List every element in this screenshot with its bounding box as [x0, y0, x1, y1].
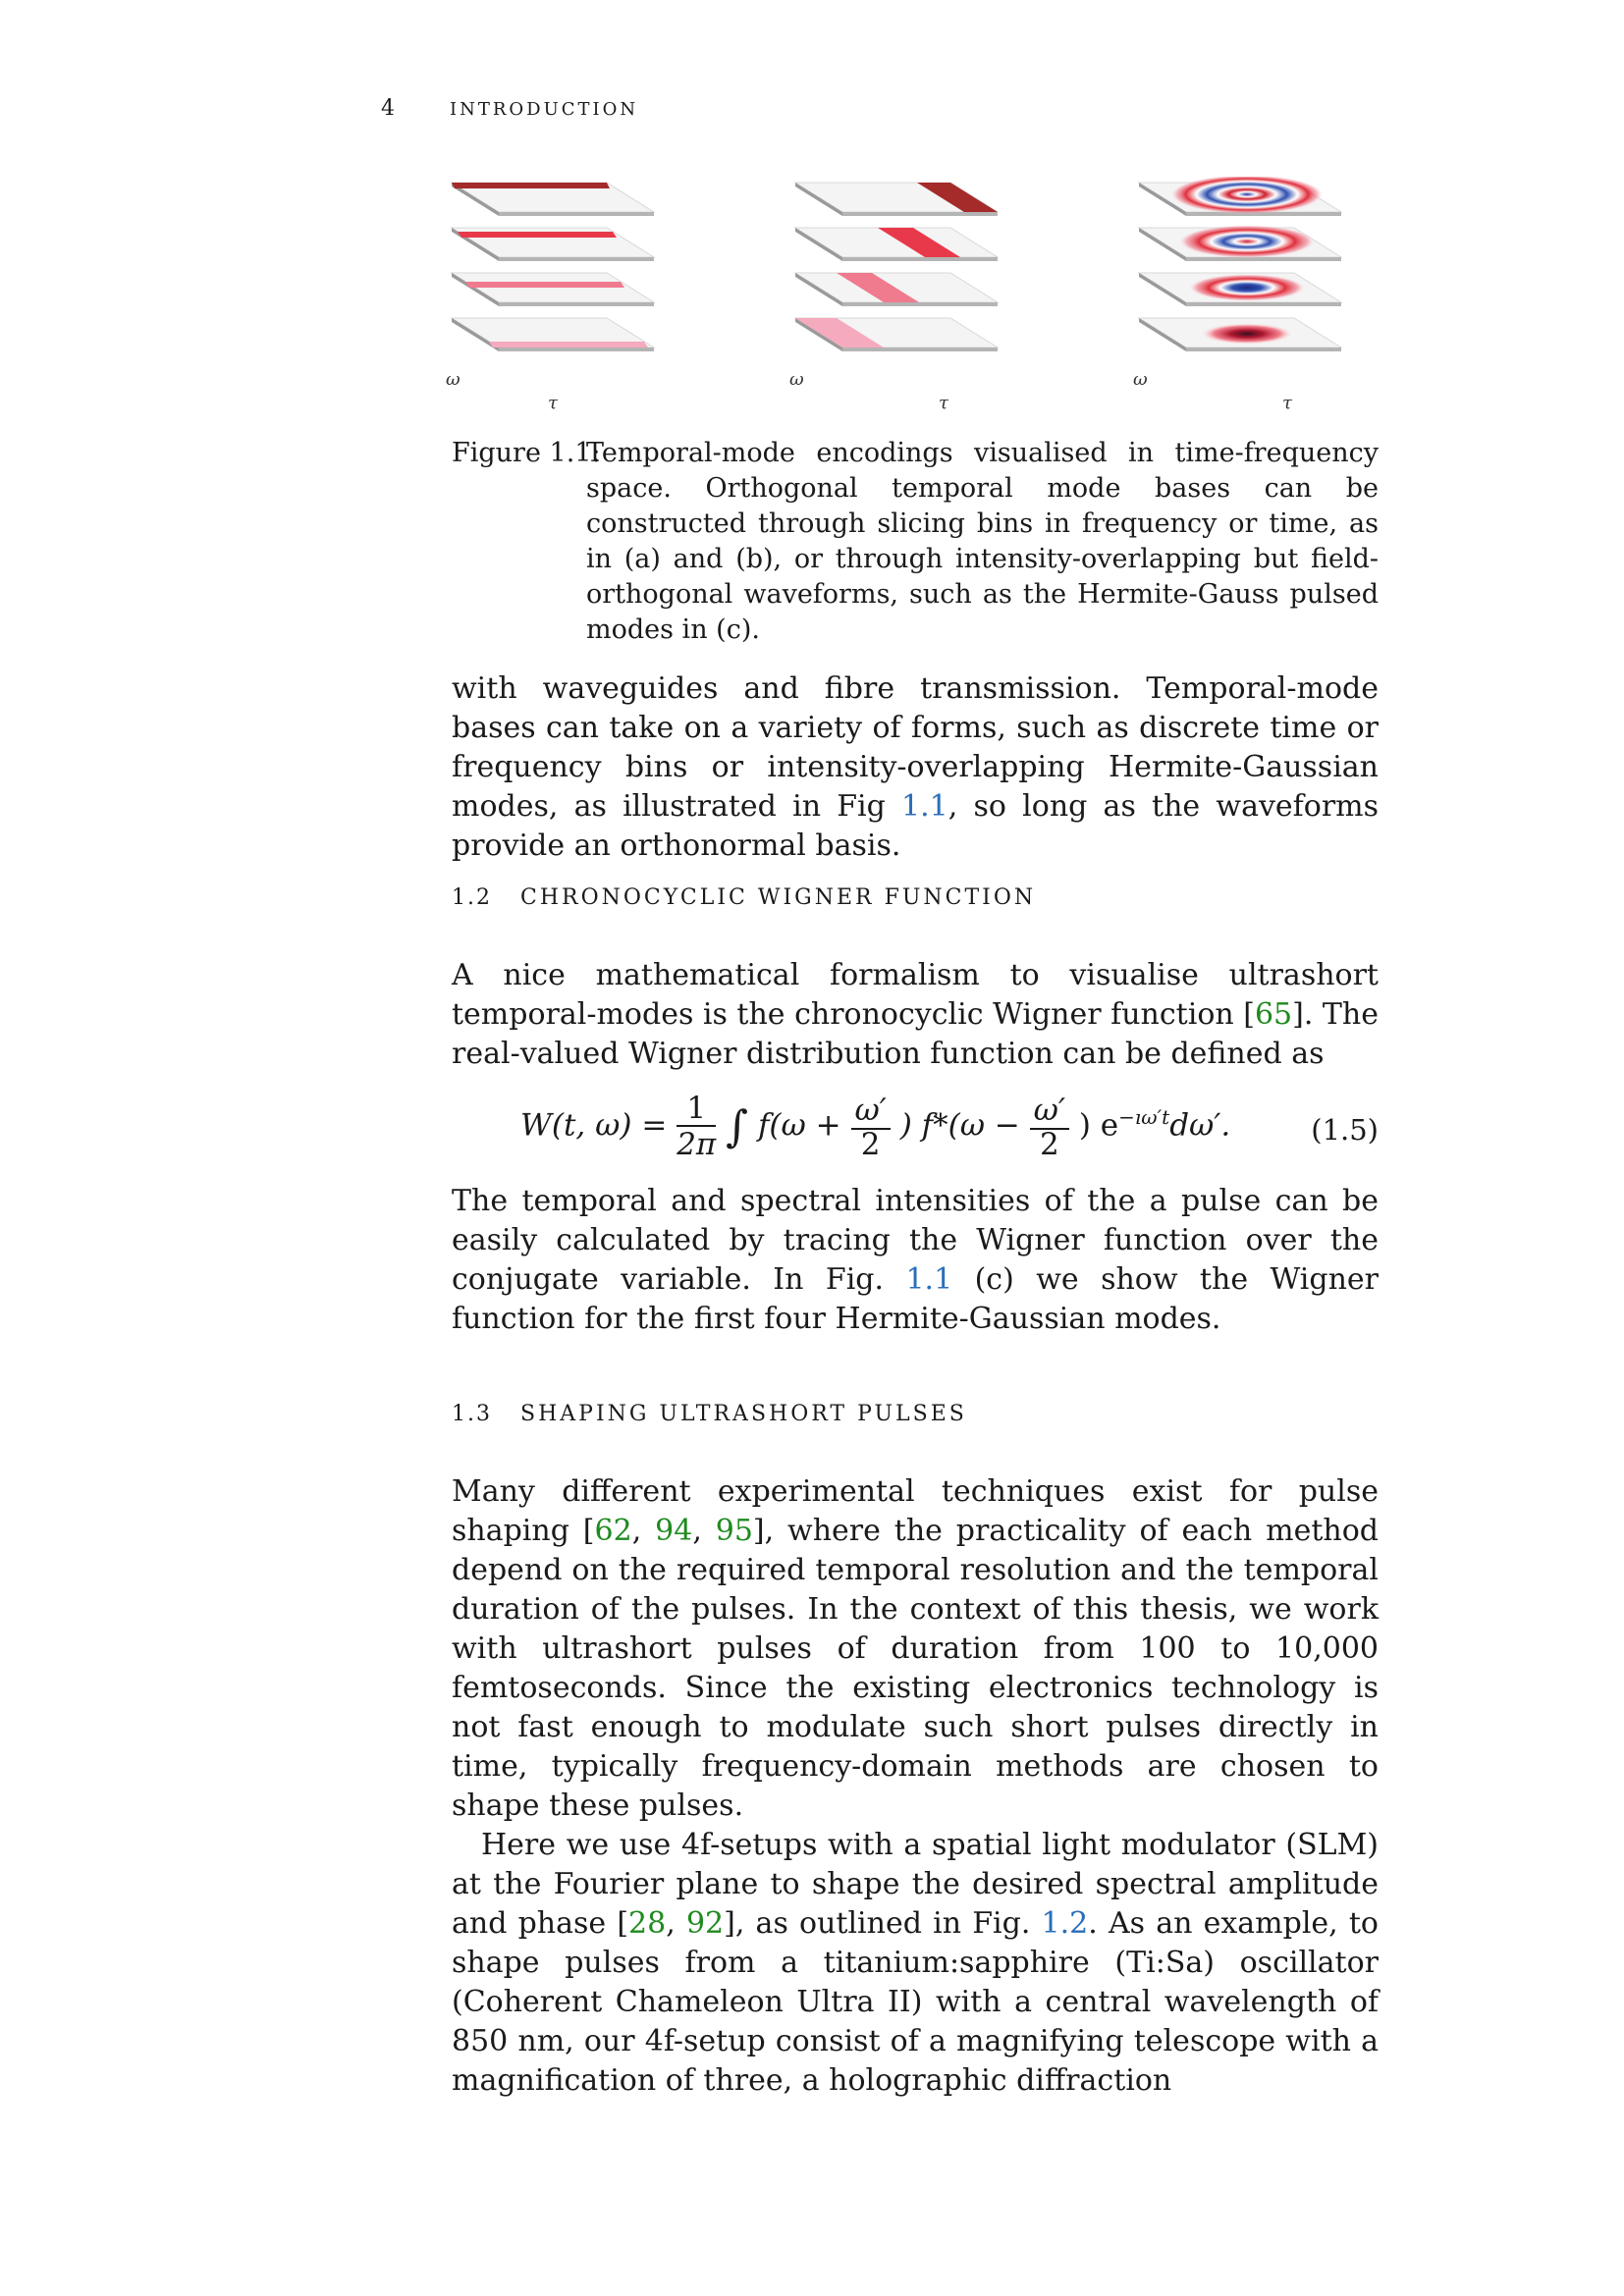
eq-frac-den: 2π [677, 1127, 717, 1162]
citation-link[interactable]: 28 [628, 1906, 667, 1941]
eq-fraction [677, 1092, 716, 1162]
figure-ref-link[interactable]: 1.2 [1041, 1906, 1089, 1941]
axis-omega-label: ω [446, 369, 460, 390]
separator: , [692, 1514, 716, 1548]
figure-ref-link[interactable]: 1.1 [905, 1262, 953, 1297]
paragraph-4 [452, 1472, 1379, 1826]
eq-fraction-omega-2 [1030, 1093, 1069, 1161]
section-title: SHAPING ULTRASHORT PULSES [520, 1402, 967, 1426]
paragraph-2 [452, 956, 1379, 1074]
para2-text-a: A nice mathematical formalism to visualise ultrashort temporal-modes is the chronocyclic Wigner function [ [452, 958, 1379, 1032]
citation-link[interactable]: 92 [685, 1906, 725, 1941]
axis-tau-label: τ [939, 393, 948, 412]
eq-exponent: −ıω′t [1118, 1105, 1170, 1130]
running-section-title: INTRODUCTION [450, 99, 639, 120]
eq-fraction-omega [851, 1093, 891, 1161]
eq-frac-num: 1 [677, 1092, 716, 1127]
eq-tail: dω′. [1169, 1107, 1231, 1144]
citation-link[interactable]: 95 [715, 1514, 753, 1548]
axis-tau-label: τ [548, 393, 558, 412]
section-title: CHRONOCYCLIC WIGNER FUNCTION [520, 885, 1037, 910]
axis-tau-label: τ [1282, 393, 1292, 412]
eq-w-den: 2 [860, 1127, 881, 1162]
paragraph-3 [452, 1182, 1379, 1339]
section-heading-1-3 [452, 1402, 967, 1426]
para2-text-b: ]. The real-valued Wigner distribution function can be defined as [452, 997, 1380, 1071]
panel-a [446, 183, 654, 412]
eq-integral: ∫ [726, 1101, 749, 1152]
para5-text-b: ], as outlined in Fig. [724, 1906, 1042, 1941]
eq-f3: ) e [1078, 1107, 1119, 1144]
para3-text-a: The temporal and spectral intensities of the a pulse can be easily calculated by tracing the Wigner function over the conjugate variable. In Fig. [452, 1184, 1379, 1297]
panel-b [789, 183, 998, 412]
citation-link[interactable]: 65 [1254, 997, 1293, 1032]
paragraph-block-shaping [452, 1472, 1379, 2101]
page-number: 4 [381, 96, 397, 121]
eq-w-num: ω′ [851, 1093, 891, 1130]
eq-lhs: W(t, ω) = [520, 1107, 668, 1144]
eq-f2: ) f*(ω − [899, 1107, 1020, 1144]
paragraph-1 [452, 669, 1379, 866]
running-header [381, 96, 638, 121]
figure-1-1 [442, 177, 1384, 412]
para4-text-a: Many different experimental techniques exist for pulse shaping [ [452, 1474, 1379, 1548]
separator: , [666, 1906, 686, 1941]
axis-omega-label: ω [789, 369, 804, 390]
equation-number: (1.5) [1311, 1113, 1379, 1147]
figure-ref-link[interactable]: 1.1 [901, 789, 948, 824]
para5-text-a: Here we use 4f-setups with a spatial light modulator (SLM) at the Fourier plane to shape the desired spectral amplitude and phase [ [452, 1828, 1379, 1941]
section-number: 1.2 [452, 885, 492, 910]
axis-omega-label: ω [1133, 369, 1148, 390]
para3-text-b: (c) we show the Wigner function for the first four Hermite-Gaussian modes. [452, 1262, 1380, 1336]
panel-c [1133, 177, 1341, 412]
section-number: 1.3 [452, 1402, 492, 1426]
para1-text-b: , so long as the waveforms provide an orthonormal basis. [452, 789, 1380, 863]
eq-w-num-2: ω′ [1030, 1093, 1069, 1130]
para1-text-a: with waveguides and fibre transmission. Temporal-mode bases can take on a variety of forms, such as discrete time or frequency bins or intensity-overlapping Hermite-Gaussian modes, as illustrated in Fig [452, 671, 1379, 824]
section-heading-1-2 [452, 885, 1036, 910]
para4-text-b: ], where the practicality of each method depend on the required temporal resolution and the temporal duration of the pulses. In the context of this thesis, we work with ultrashort pulses of duration from 100 to 10,000 femtoseconds. Since the existing electronics technology is not fast enough to modulate such short pulses directly in time, typically frequency-domain methods are chosen to shape these pulses. [452, 1514, 1379, 1823]
separator: , [631, 1514, 656, 1548]
eq-w-den-2: 2 [1039, 1127, 1059, 1162]
eq-f1: f(ω + [757, 1107, 841, 1144]
citation-link[interactable]: 94 [655, 1514, 693, 1548]
equation-1-5 [520, 1092, 1379, 1170]
caption-label: Figure 1.1: [452, 438, 601, 468]
caption-text: Temporal-mode encodings visualised in time-frequency space. Orthogonal temporal mode bases can be constructed through slicing bins in frequency or time, as in (a) and (b), or through intensity-overlapping but field-orthogonal waveforms, such as the Hermite-Gauss pulsed modes in (c). [586, 438, 1379, 645]
paragraph-5 [452, 1826, 1379, 2101]
para5-text-c: . As an example, to shape pulses from a titanium:sapphire (Ti:Sa) oscillator (Coherent Chameleon Ultra II) with a central wavelength of 850 nm, our 4f-setup consist of a magnifying telescope with a magnification of three, a holographic diffraction [452, 1906, 1379, 2098]
citation-link[interactable]: 62 [594, 1514, 632, 1548]
